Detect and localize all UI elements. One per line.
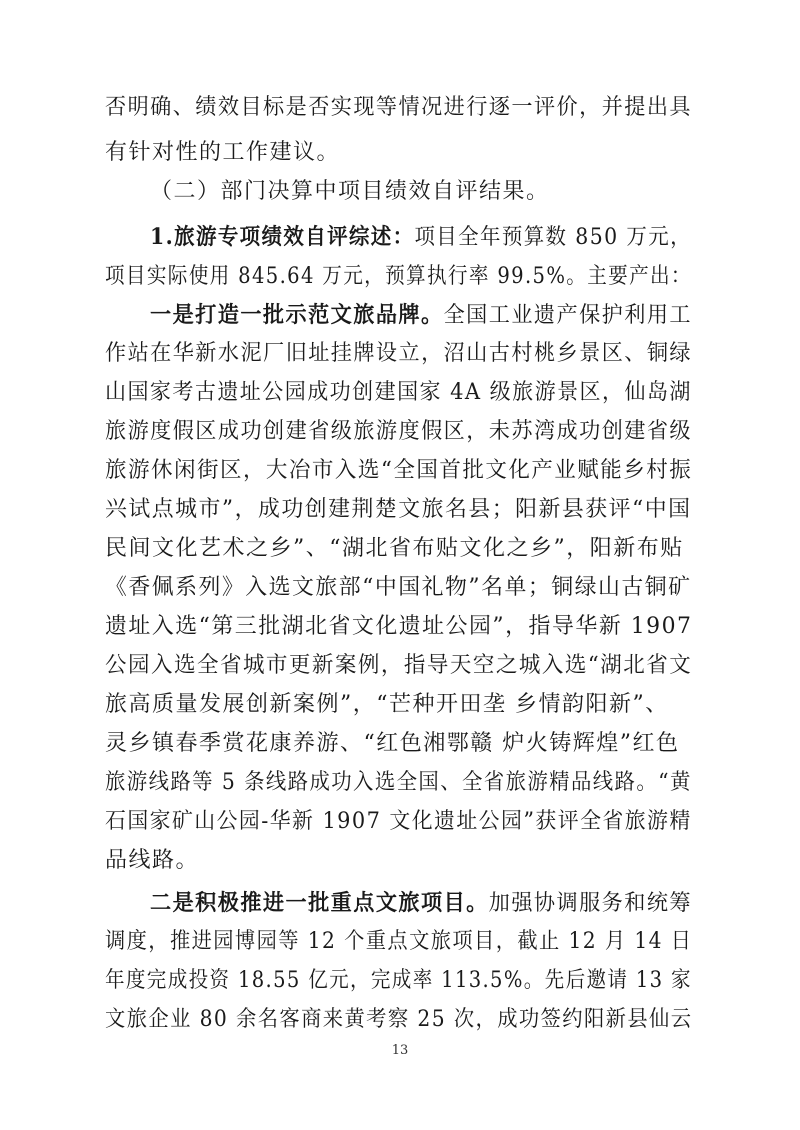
line-text: 品线路。 bbox=[105, 848, 200, 873]
line-text: 项目全年预算数 850 万元， bbox=[414, 225, 692, 250]
text-line bbox=[105, 966, 692, 996]
line-text: 民间文化艺术之乡”、“湖北省布贴文化之乡”，阳新布贴 bbox=[105, 536, 684, 561]
line-text: 全国工业遗产保护利用工 bbox=[443, 303, 693, 328]
text-line bbox=[105, 138, 340, 168]
line-text: 加强协调服务和统筹 bbox=[488, 891, 693, 916]
line-text: 石国家矿山公园-华新 1907 文化遗址公园”获评全省旅游精 bbox=[105, 809, 692, 834]
text-line bbox=[105, 612, 692, 642]
text-line bbox=[150, 888, 692, 919]
text-line bbox=[105, 690, 669, 720]
line-text: 作站在华新水泥厂旧址挂牌设立，沼山古村桃乡景区、铜绿 bbox=[105, 341, 693, 366]
line-text: 文旅企业 80 余名客商来黄考察 25 次，成功签约阳新县仙云 bbox=[105, 1007, 693, 1032]
line-text: 兴试点城市”，成功创建荆楚文旅名县；阳新县获评“中国 bbox=[105, 497, 692, 522]
text-line bbox=[105, 729, 680, 759]
text-line bbox=[105, 846, 199, 876]
text-line bbox=[105, 339, 692, 369]
line-text: 调度，推进园博园等 12 个重点文旅项目，截止 12 月 14 日 bbox=[105, 929, 693, 954]
paragraph-lead: 1.旅游专项绩效自评综述： bbox=[150, 224, 415, 250]
page-number: 13 bbox=[391, 1043, 409, 1058]
line-text: 旅高质量发展创新案例”，“芒种开田垄 乡情韵阳新”、 bbox=[105, 692, 669, 717]
text-line bbox=[105, 807, 692, 837]
line-text: 否明确、绩效目标是否实现等情况进行逐一评价，并提出具 bbox=[105, 95, 693, 120]
line-text: 遗址入选“第三批湖北省文化遗址公园”，指导华新 1907 bbox=[105, 614, 693, 639]
line-text: 灵乡镇春季赏花康养游、“红色湘鄂赣 炉火铸辉煌”红色 bbox=[105, 731, 680, 756]
line-text: 公园入选全省城市更新案例，指导天空之城入选“湖北省文 bbox=[105, 653, 693, 678]
line-text: 旅游线路等 5 条线路成功入选全国、全省旅游精品线路。“黄 bbox=[105, 770, 692, 795]
line-text: 旅游度假区成功创建省级旅游度假区，未苏湾成功创建省级 bbox=[105, 419, 693, 444]
text-line bbox=[105, 534, 684, 564]
line-text: 有针对性的工作建议。 bbox=[105, 140, 341, 165]
line-text: 项目实际使用 845.64 万元，预算执行率 99.5%。主要产出： bbox=[105, 264, 692, 289]
paragraph-lead: 一是打造一批示范文旅品牌。 bbox=[150, 302, 444, 328]
text-line bbox=[150, 177, 550, 207]
text-line bbox=[105, 927, 692, 957]
paragraph-lead: 二是积极推进一批重点文旅项目。 bbox=[150, 890, 489, 916]
text-line bbox=[105, 456, 692, 486]
text-line bbox=[105, 93, 692, 123]
text-line bbox=[105, 1005, 692, 1035]
text-line bbox=[105, 573, 692, 603]
line-text: （二）部门决算中项目绩效自评结果。 bbox=[150, 179, 550, 204]
text-line bbox=[105, 768, 692, 798]
text-line bbox=[105, 495, 692, 525]
line-text: 《香佩系列》入选文旅部“中国礼物”名单；铜绿山古铜矿 bbox=[105, 575, 692, 600]
line-text: 旅游休闲街区，大冶市入选“全国首批文化产业赋能乡村振 bbox=[105, 458, 693, 483]
text-line bbox=[105, 262, 692, 292]
text-line bbox=[150, 222, 692, 253]
text-line bbox=[150, 300, 692, 331]
text-line bbox=[105, 651, 692, 681]
line-text: 年度完成投资 18.55 亿元，完成率 113.5%。先后邀请 13 家 bbox=[105, 968, 692, 993]
text-line bbox=[105, 417, 692, 447]
text-line bbox=[105, 378, 692, 408]
line-text: 山国家考古遗址公园成功创建国家 4A 级旅游景区，仙岛湖 bbox=[105, 380, 692, 405]
